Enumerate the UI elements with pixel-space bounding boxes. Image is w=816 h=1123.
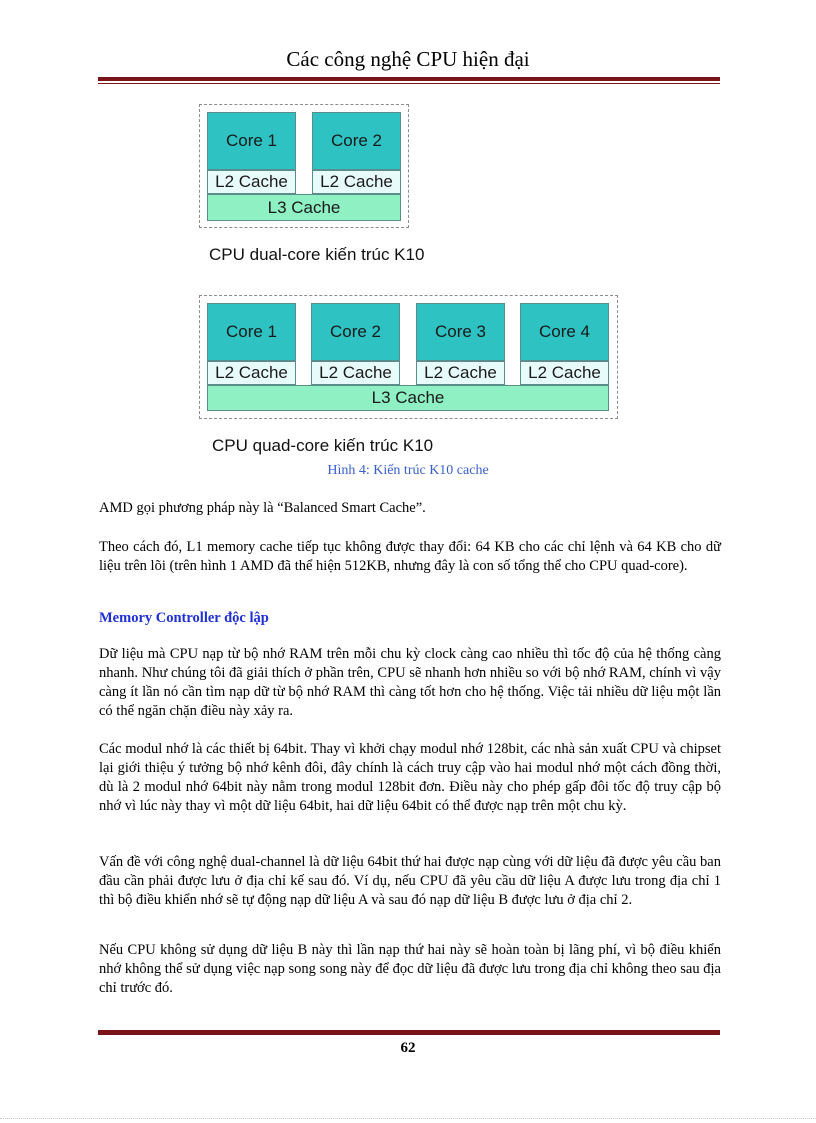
footer-rule <box>98 1028 720 1035</box>
core-box: Core 1 <box>207 303 296 361</box>
l2-cache-box: L2 Cache <box>207 361 296 385</box>
core-box: Core 2 <box>312 112 401 170</box>
paragraph: Nếu CPU không sử dụng dữ liệu B này thì lần nạp thứ hai này sẽ hoàn toàn bị lãng phí, vì bộ điều khiển nhớ không thể sử dụng việc nạp song song này để đọc dữ liệu đã được lưu trong địa chỉ không theo sau địa chỉ trước đó. <box>99 942 721 996</box>
l2-cache-box: L2 Cache <box>416 361 505 385</box>
figure-caption: Hình 4: Kiến trúc K10 cache <box>327 463 489 478</box>
header-rule <box>98 77 720 84</box>
l2-cache-box: L2 Cache <box>311 361 400 385</box>
paragraph: Vấn đề với công nghệ dual-channel là dữ liệu 64bit thứ hai được nạp cùng với dữ liệu đã được yêu cầu ban đầu cần phải được lưu ở địa chỉ kế sau đó. Ví dụ, nếu CPU đã yêu cầu dữ liệu A được lưu trong địa chỉ 1 thì bộ điều khiển nhớ sẽ tự động nạp dữ liệu A và sau đó nạp dữ liệu B được lưu ở địa chỉ 2. <box>99 854 721 908</box>
page-title: Các công nghệ CPU hiện đại <box>286 47 530 71</box>
l2-cache-box: L2 Cache <box>312 170 401 194</box>
page-number: 62 <box>400 1040 416 1056</box>
page-edge-divider <box>0 1118 816 1119</box>
l3-cache-box: L3 Cache <box>207 385 609 411</box>
quad-core-caption: CPU quad-core kiến trúc K10 <box>212 436 434 455</box>
paragraph: Các modul nhớ là các thiết bị 64bit. Thay vì khởi chạy modul nhớ 128bit, các nhà sản xuất CPU và chipset lại giới thiệu ý tưởng bộ nhớ kênh đôi, đây chính là cách truy cập vào hai modul nhớ một cách đồng thời, dù là 2 modul nhớ 64bit này nằm trong modul 128bit đơn. Điều này cho phép gấp đôi tốc độ truy cập bộ nhớ vì lúc này thay vì một dữ liệu 64bit, hai dữ liệu 64bit có thể được nạp trên một chu kỳ. <box>99 741 721 814</box>
l3-cache-box: L3 Cache <box>207 194 401 221</box>
core-box: Core 4 <box>520 303 609 361</box>
paragraph: Dữ liệu mà CPU nạp từ bộ nhớ RAM trên mỗi chu kỳ clock càng cao nhiều thì tốc độ của hệ thống càng nhanh. Như chúng tôi đã giải thích ở phần trên, CPU sẽ nhanh hơn nhiều so với bộ nhớ RAM, chính vì vậy càng ít lần nó cần tìm nạp dữ từ bộ nhớ RAM thì càng tốt hơn cho hệ thống. Việc tải nhiều dữ liệu một lần có thể ngăn chặn điều này xảy ra. <box>99 646 721 719</box>
core-box: Core 1 <box>207 112 296 170</box>
paragraph: Theo cách đó, L1 memory cache tiếp tục không được thay đổi: 64 KB cho các chỉ lệnh và 64 KB cho dữ liệu trên lõi (trên hình 1 AMD đã thể hiện 512KB, nhưng đây là con số tổng thể cho CPU quad-core). <box>99 539 721 574</box>
core-box: Core 3 <box>416 303 505 361</box>
section-heading: Memory Controller độc lập <box>99 610 269 626</box>
dual-core-caption: CPU dual-core kiến trúc K10 <box>209 245 425 264</box>
core-box: Core 2 <box>311 303 400 361</box>
l2-cache-box: L2 Cache <box>207 170 296 194</box>
quad-core-diagram <box>199 295 618 419</box>
paragraph: AMD gọi phương pháp này là “Balanced Smart Cache”. <box>99 500 426 516</box>
dual-core-diagram <box>199 104 409 228</box>
l2-cache-box: L2 Cache <box>520 361 609 385</box>
